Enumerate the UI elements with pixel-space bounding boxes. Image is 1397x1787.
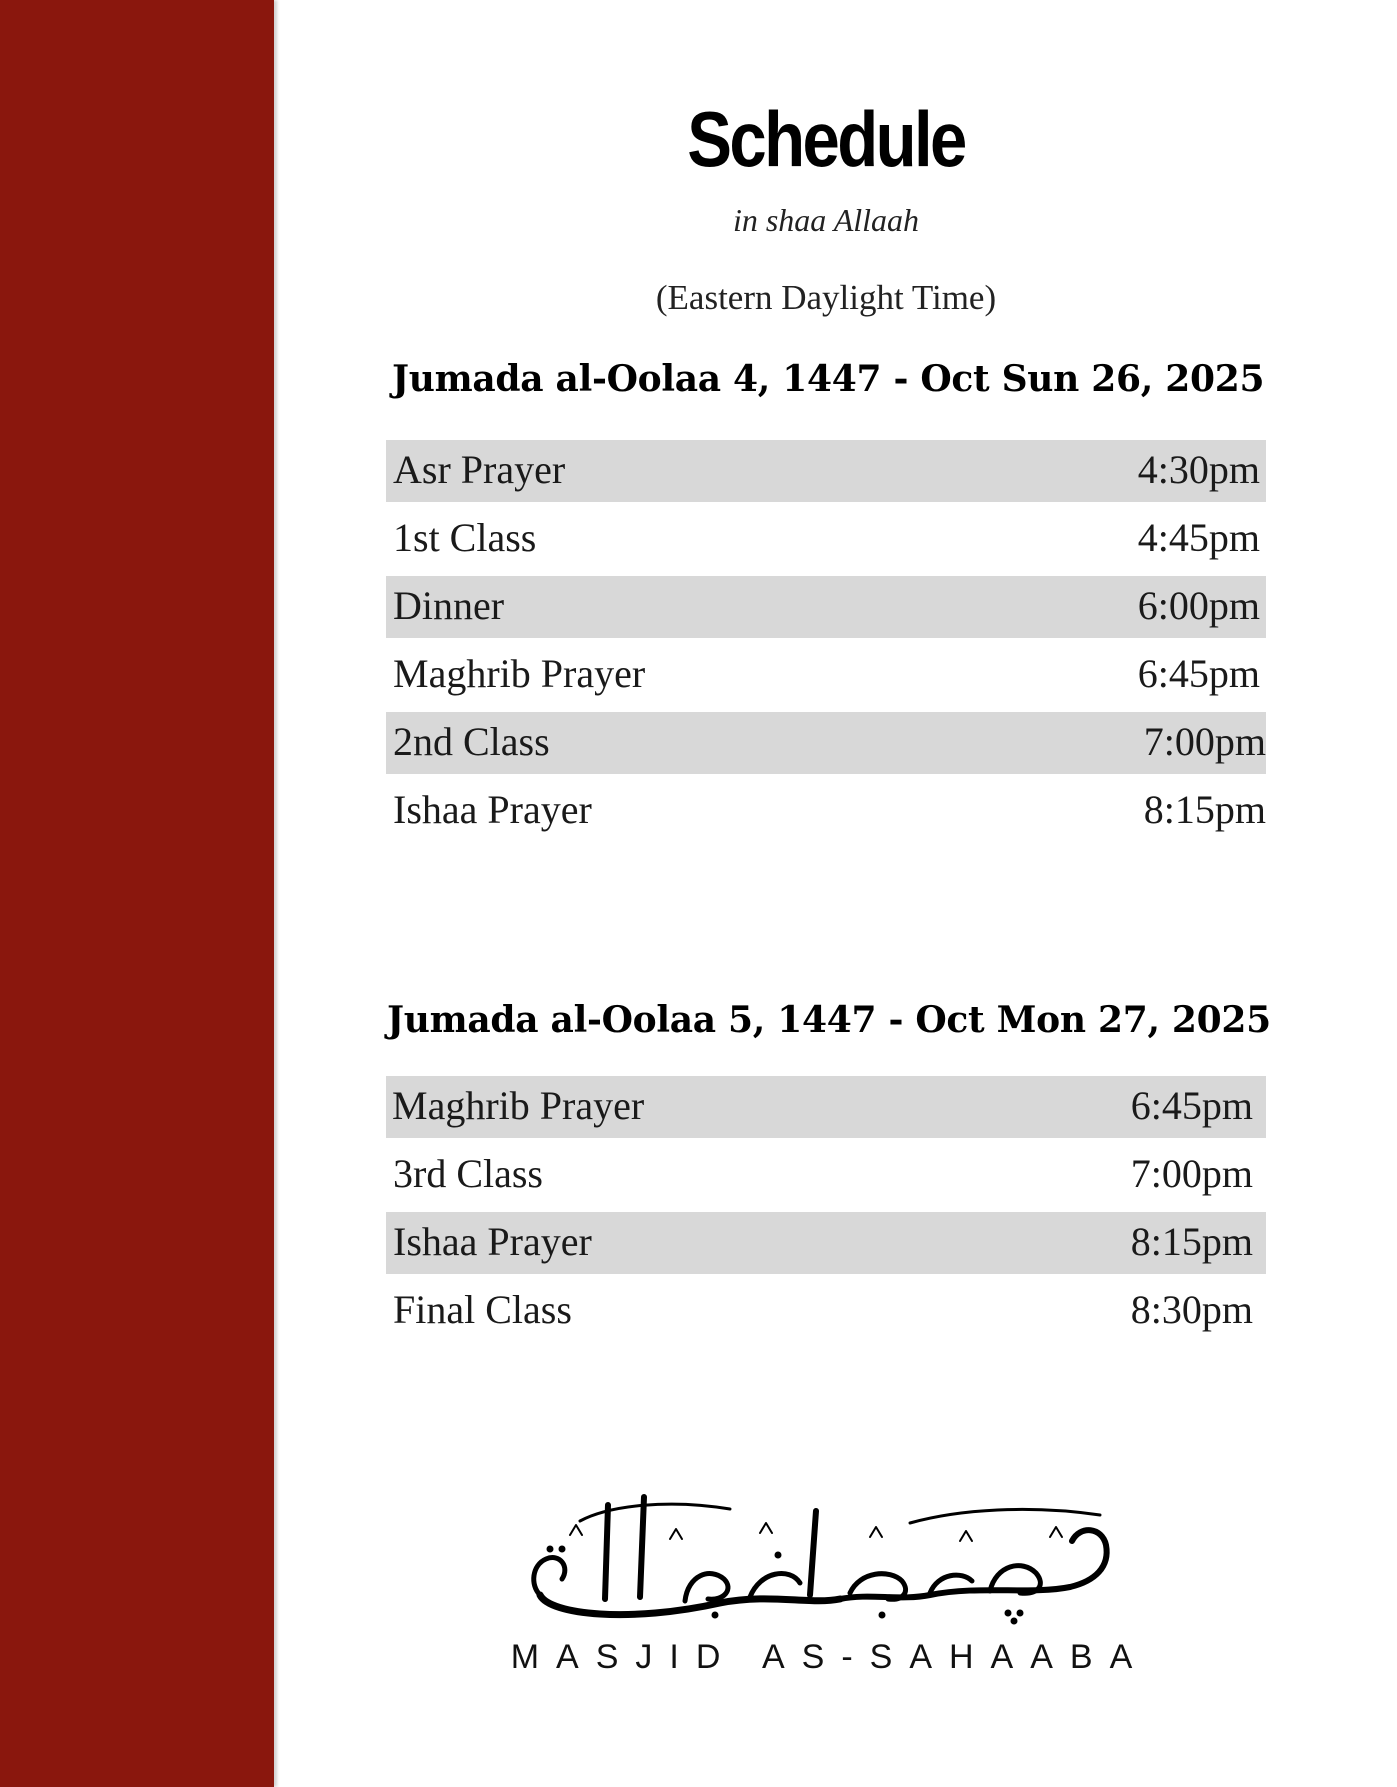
event-label: 2nd Class bbox=[393, 719, 550, 764]
event-time: 8:30pm bbox=[1130, 1287, 1253, 1332]
schedule-row bbox=[386, 1076, 1266, 1144]
event-time: 6:45pm bbox=[1137, 651, 1260, 696]
schedule-table-day-1 bbox=[386, 440, 1266, 848]
event-label: Maghrib Prayer bbox=[393, 651, 646, 696]
event-time: 7:00pm bbox=[1130, 1151, 1253, 1196]
event-time: 8:15pm bbox=[1130, 1219, 1253, 1264]
schedule-row bbox=[386, 712, 1266, 780]
schedule-row bbox=[386, 1144, 1266, 1212]
day-heading-1: Jumada al-Oolaa 4, 1447 - Oct Sun 26, 2025 bbox=[392, 358, 1265, 400]
page-title: Schedule bbox=[687, 95, 965, 183]
event-label: 1st Class bbox=[393, 515, 537, 560]
masjid-calligraphy-logo bbox=[510, 1475, 1150, 1625]
event-label: Dinner bbox=[393, 583, 505, 628]
schedule-row bbox=[386, 1280, 1266, 1348]
event-label: Ishaa Prayer bbox=[393, 1219, 592, 1264]
event-label: Maghrib Prayer bbox=[392, 1083, 645, 1128]
schedule-row bbox=[386, 440, 1266, 508]
masjid-name-wordmark: MASJID AS-SAHAABA bbox=[510, 1638, 1150, 1676]
schedule-row bbox=[386, 1212, 1266, 1280]
event-time: 4:45pm bbox=[1137, 515, 1260, 560]
event-time: 6:45pm bbox=[1130, 1083, 1253, 1128]
event-time: 7:00pm bbox=[1143, 719, 1266, 764]
event-label: Asr Prayer bbox=[393, 447, 566, 492]
timezone-note: (Eastern Daylight Time) bbox=[655, 278, 997, 317]
event-label: Final Class bbox=[393, 1287, 572, 1332]
day-heading-2: Jumada al-Oolaa 5, 1447 - Oct Mon 27, 2025 bbox=[387, 999, 1271, 1041]
sidebar-accent-bar bbox=[0, 0, 274, 1787]
event-time: 8:15pm bbox=[1143, 787, 1266, 832]
event-time: 4:30pm bbox=[1137, 447, 1260, 492]
event-label: Ishaa Prayer bbox=[393, 787, 592, 832]
schedule-row bbox=[386, 780, 1266, 848]
schedule-table-day-2 bbox=[386, 1076, 1266, 1348]
schedule-row bbox=[386, 508, 1266, 576]
event-time: 6:00pm bbox=[1137, 583, 1260, 628]
page-subtitle: in shaa Allaah bbox=[732, 202, 920, 238]
row-shade bbox=[386, 576, 1266, 638]
schedule-row bbox=[386, 576, 1266, 644]
event-label: 3rd Class bbox=[393, 1151, 543, 1196]
schedule-row bbox=[386, 644, 1266, 712]
